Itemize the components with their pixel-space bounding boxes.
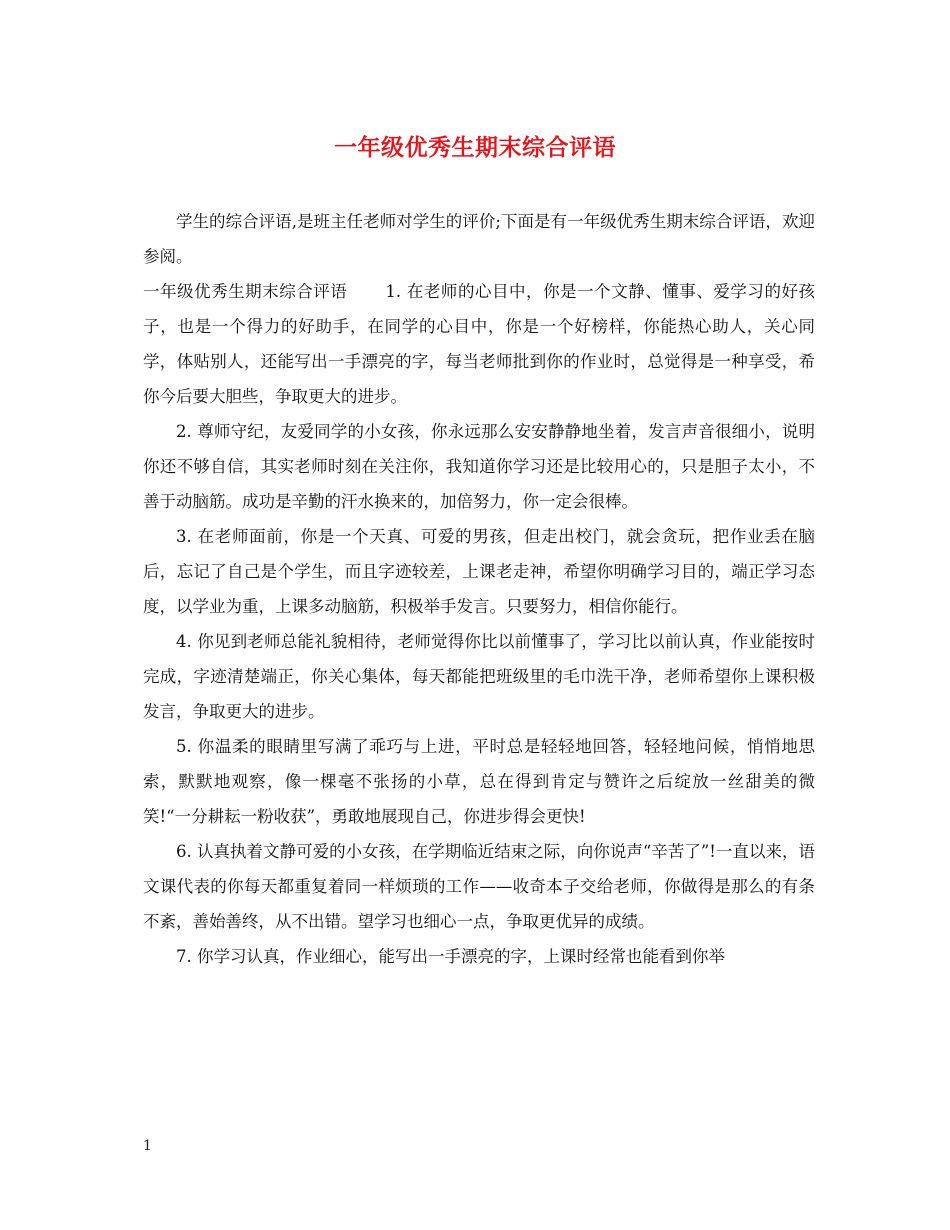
comment-paragraph-2: 2. 尊师守纪，友爱同学的小女孩，你永远那么安安静静地坐着，发言声音很细小，说明你还不够自信，其实老师时刻在关注你，我知道你学习还是比较用心的，只是胆子太小，不善于动脑筋。成功是辛勤的汗水换来的，加倍努力，你一定会很棒。: [143, 422, 815, 511]
comment-paragraph-1: [143, 274, 815, 414]
comment-paragraph-6: 6. 认真执着文静可爱的小女孩，在学期临近结束之际，向你说声“辛苦了”!一直以来，语文课代表的你每天都重复着同一样烦琐的工作——收奇本子交给老师，你做得是那么的有条不紊，善始善终，从不出错。望学习也细心一点，争取更优异的成绩。: [143, 842, 815, 931]
inline-heading: 一年级优秀生期末综合评语: [143, 282, 348, 301]
comment-text-1: 1. 在老师的心目中，你是一个文静、懂事、爱学习的好孩子，也是一个得力的好助手，在同学的心目中，你是一个好榜样，你能热心助人，关心同学，体贴别人，还能写出一手漂亮的字，每当老师批到你的作业时，总觉得是一种享受，希你今后要大胆些，争取更大的进步。: [143, 282, 815, 406]
comment-paragraph-5: 5. 你温柔的眼睛里写满了乖巧与上进，平时总是轻轻地回答，轻轻地问候，悄悄地思索，默默地观察，像一棵毫不张扬的小草，总在得到肯定与赞许之后绽放一丝甜美的微笑!“一分耕耘一粉收获”，勇敢地展现自己，你进步得会更快!: [143, 737, 815, 826]
page-number: 1: [143, 1138, 152, 1154]
comment-paragraph-3: 3. 在老师面前，你是一个天真、可爱的男孩，但走出校门，就会贪玩，把作业丢在脑后，忘记了自己是个学生，而且字迹较差，上课老走神，希望你明确学习目的，端正学习态度，以学业为重，上课多动脑筋，积极举手发言。只要努力，相信你能行。: [143, 527, 815, 616]
intro-paragraph: 学生的综合评语,是班主任老师对学生的评价;下面是有一年级优秀生期末综合评语，欢迎参阅。: [143, 212, 815, 266]
comment-paragraph-7: 7. 你学习认真，作业细心，能写出一手漂亮的字，上课时经常也能看到你举: [176, 947, 725, 966]
document-title: 一年级优秀生期末综合评语: [334, 134, 616, 161]
comment-paragraph-4: 4. 你见到老师总能礼貌相待，老师觉得你比以前懂事了，学习比以前认真，作业能按时完成，字迹清楚端正，你关心集体，每天都能把班级里的毛巾洗干净，老师希望你上课积极发言，争取更大的进步。: [143, 632, 815, 721]
document-body: [143, 204, 815, 974]
